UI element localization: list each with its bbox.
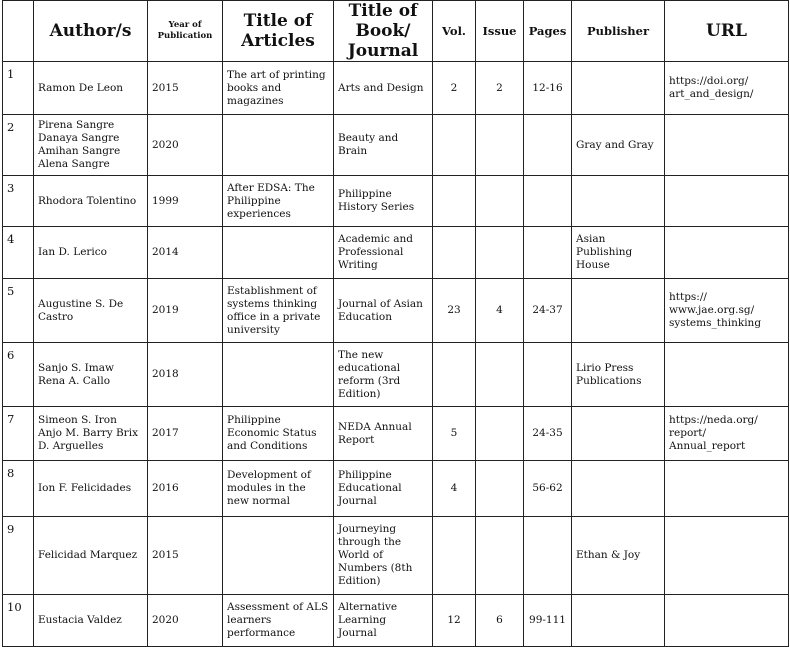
cell-url: https://doi.org/ art_and_design/	[665, 62, 789, 115]
row-number: 2	[3, 115, 34, 176]
cell-author: Felicidad Marquez	[34, 517, 148, 595]
cell-publisher: Gray and Gray	[572, 115, 665, 176]
cell-url	[665, 176, 789, 227]
cell-year: 2019	[148, 279, 223, 343]
cell-publisher	[572, 461, 665, 517]
cell-issue	[476, 407, 524, 461]
header-year: Year of Publication	[148, 1, 223, 62]
cell-book: NEDA Annual Report	[334, 407, 433, 461]
cell-publisher	[572, 595, 665, 647]
cell-year: 2018	[148, 343, 223, 407]
cell-publisher: Ethan & Joy	[572, 517, 665, 595]
table-row	[3, 227, 789, 279]
header-article: Title of Articles	[223, 1, 334, 62]
cell-vol	[433, 227, 476, 279]
row-number: 10	[3, 595, 34, 647]
header-vol: Vol.	[433, 1, 476, 62]
cell-author: Sanjo S. Imaw Rena A. Callo	[34, 343, 148, 407]
cell-year: 2015	[148, 517, 223, 595]
cell-article	[223, 115, 334, 176]
cell-vol: 4	[433, 461, 476, 517]
cell-vol: 12	[433, 595, 476, 647]
cell-vol: 5	[433, 407, 476, 461]
header-row	[3, 1, 789, 62]
cell-url	[665, 461, 789, 517]
cell-pages: 12-16	[524, 62, 572, 115]
row-number: 8	[3, 461, 34, 517]
cell-url	[665, 517, 789, 595]
cell-publisher: Lirio Press Publications	[572, 343, 665, 407]
cell-issue: 4	[476, 279, 524, 343]
cell-url	[665, 227, 789, 279]
table-row	[3, 176, 789, 227]
cell-vol	[433, 343, 476, 407]
table-row	[3, 595, 789, 647]
cell-year: 2015	[148, 62, 223, 115]
header-number	[3, 1, 34, 62]
cell-pages	[524, 176, 572, 227]
cell-issue: 2	[476, 62, 524, 115]
cell-pages: 24-37	[524, 279, 572, 343]
cell-year: 2016	[148, 461, 223, 517]
cell-pages	[524, 343, 572, 407]
cell-article: The art of printing books and magazines	[223, 62, 334, 115]
cell-pages	[524, 227, 572, 279]
cell-vol: 23	[433, 279, 476, 343]
cell-vol	[433, 115, 476, 176]
cell-author: Ian D. Lerico	[34, 227, 148, 279]
cell-year: 2020	[148, 595, 223, 647]
cell-author: Pirena Sangre Danaya Sangre Amihan Sangre Alena Sangre	[34, 115, 148, 176]
row-number: 9	[3, 517, 34, 595]
cell-issue	[476, 176, 524, 227]
row-number: 4	[3, 227, 34, 279]
cell-url: https:// www.jae.org.sg/ systems_thinking	[665, 279, 789, 343]
row-number: 1	[3, 62, 34, 115]
table-row	[3, 461, 789, 517]
cell-issue	[476, 343, 524, 407]
cell-vol	[433, 517, 476, 595]
cell-author: Ramon De Leon	[34, 62, 148, 115]
cell-pages: 99-111	[524, 595, 572, 647]
cell-article	[223, 343, 334, 407]
cell-article: Establishment of systems thinking office in a private university	[223, 279, 334, 343]
cell-publisher: Asian Publishing House	[572, 227, 665, 279]
cell-book: Beauty and Brain	[334, 115, 433, 176]
row-number: 6	[3, 343, 34, 407]
cell-vol: 2	[433, 62, 476, 115]
cell-article: Development of modules in the new normal	[223, 461, 334, 517]
cell-issue	[476, 115, 524, 176]
cell-vol	[433, 176, 476, 227]
cell-pages	[524, 517, 572, 595]
header-author: Author/s	[34, 1, 148, 62]
cell-article	[223, 517, 334, 595]
header-issue: Issue	[476, 1, 524, 62]
header-publisher: Publisher	[572, 1, 665, 62]
cell-year: 2017	[148, 407, 223, 461]
cell-pages	[524, 115, 572, 176]
cell-book: Philippine Educational Journal	[334, 461, 433, 517]
cell-year: 2014	[148, 227, 223, 279]
cell-author: Rhodora Tolentino	[34, 176, 148, 227]
cell-url	[665, 115, 789, 176]
table-row	[3, 407, 789, 461]
cell-publisher	[572, 407, 665, 461]
cell-author: Simeon S. Iron Anjo M. Barry Brix D. Arguelles	[34, 407, 148, 461]
table-row	[3, 343, 789, 407]
cell-issue	[476, 227, 524, 279]
citation-table	[2, 0, 789, 647]
cell-author: Augustine S. De Castro	[34, 279, 148, 343]
cell-issue	[476, 517, 524, 595]
cell-book: Philippine History Series	[334, 176, 433, 227]
cell-book: Academic and Professional Writing	[334, 227, 433, 279]
cell-issue	[476, 461, 524, 517]
cell-article	[223, 227, 334, 279]
cell-book: The new educational reform (3rd Edition)	[334, 343, 433, 407]
header-pages: Pages	[524, 1, 572, 62]
table-row	[3, 279, 789, 343]
cell-article: Philippine Economic Status and Conditions	[223, 407, 334, 461]
cell-publisher	[572, 279, 665, 343]
cell-url: https://neda.org/ report/ Annual_report	[665, 407, 789, 461]
cell-publisher	[572, 62, 665, 115]
row-number: 3	[3, 176, 34, 227]
cell-author: Ion F. Felicidades	[34, 461, 148, 517]
cell-author: Eustacia Valdez	[34, 595, 148, 647]
cell-publisher	[572, 176, 665, 227]
table-row	[3, 62, 789, 115]
row-number: 5	[3, 279, 34, 343]
row-number: 7	[3, 407, 34, 461]
cell-article: Assessment of ALS learners performance	[223, 595, 334, 647]
cell-year: 2020	[148, 115, 223, 176]
header-book: Title of Book/ Journal	[334, 1, 433, 62]
header-url: URL	[665, 1, 789, 62]
cell-book: Alternative Learning Journal	[334, 595, 433, 647]
table-row	[3, 115, 789, 176]
cell-url	[665, 343, 789, 407]
cell-book: Journal of Asian Education	[334, 279, 433, 343]
table-row	[3, 517, 789, 595]
cell-pages: 24-35	[524, 407, 572, 461]
cell-book: Journeying through the World of Numbers (8th Edition)	[334, 517, 433, 595]
cell-year: 1999	[148, 176, 223, 227]
cell-issue: 6	[476, 595, 524, 647]
cell-pages: 56-62	[524, 461, 572, 517]
cell-book: Arts and Design	[334, 62, 433, 115]
cell-article: After EDSA: The Philippine experiences	[223, 176, 334, 227]
cell-url	[665, 595, 789, 647]
